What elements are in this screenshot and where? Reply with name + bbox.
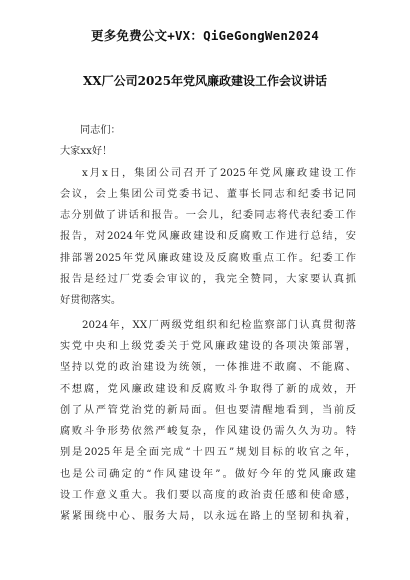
paragraph-line: 报告是经过厂党委会审议的，我完全赞同，大家要认真抓 [60, 274, 356, 286]
paragraph-line: 紧紧围绕中心、服务大局，以永远在路上的坚韧和执着， [60, 511, 356, 523]
paragraph-line: 会议，会上集团公司党委书记、董事长同志和纪委书记同 [60, 188, 356, 200]
paragraph-line: 腐败斗争形势依然严峻复杂，作风建设仍需久久为功。特 [60, 426, 356, 438]
paragraph-line: x月x日，集团公司召开了2025年党风廉政建设工作 [82, 167, 356, 179]
paragraph-line: 不想腐，党风廉政建设和反腐败斗争取得了新的成效，开 [60, 383, 356, 395]
greeting: 大家xx好！ [60, 146, 113, 158]
paragraph-line: 别是2025年是全面完成“十四五”规划目标的收官之年， [60, 447, 356, 459]
paragraph-line: 创了从严管党治党的新局面。但也要清醒地看到，当前反 [60, 404, 356, 416]
paragraph-line: 2024年，XX厂两级党组织和纪检监察部门认真贯彻落 [82, 319, 356, 331]
paragraph-line: 好贯彻落实。 [60, 295, 122, 307]
paragraph-line: 报告，对2024年党风廉政建设和反腐败工作进行总结，安 [60, 231, 356, 243]
paragraph-line: 也是公司确定的“作风建设年”。做好今年的党风廉政建 [60, 468, 356, 480]
paragraph-line: 坚持以党的政治建设为统领，一体推进不敢腐、不能腐、 [60, 362, 356, 374]
paragraph-2 [60, 315, 356, 528]
header-banner: 更多免费公文+VX：QiGeGongWen2024 [91, 28, 319, 43]
paragraph-line: 志分别做了讲话和报告。一会儿，纪委同志将代表纪委工作 [60, 210, 356, 222]
paragraph-1 [60, 163, 356, 312]
paragraph-line: 设工作意义重大。我们要以高度的政治责任感和使命感， [60, 490, 356, 502]
salutation: 同志们： [80, 125, 121, 136]
paragraph-line: 排部署2025年党风廉政建设及反腐败重点工作。纪委工作 [60, 252, 356, 264]
document-title: XX厂公司2025年党风廉政建设工作会议讲话 [82, 74, 328, 88]
paragraph-line: 实党中央和上级党委关于党风廉政建设的各项决策部署， [60, 340, 356, 352]
document-body [60, 120, 356, 528]
